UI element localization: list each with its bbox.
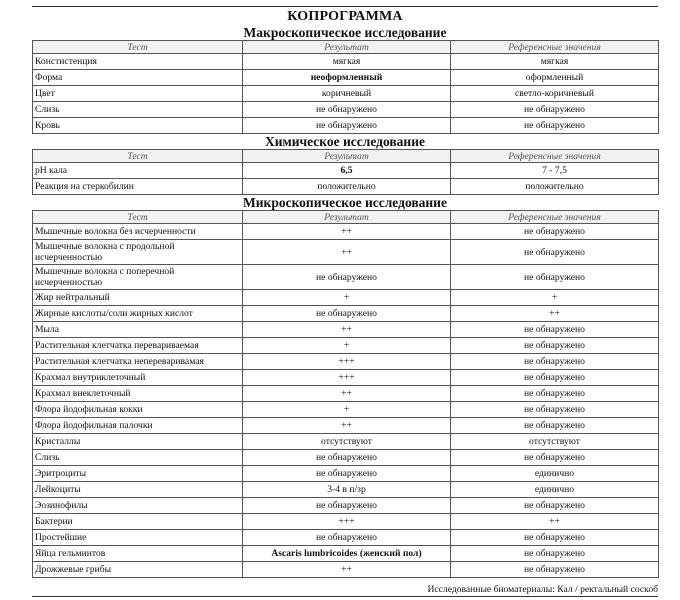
top-divider — [32, 6, 658, 7]
test-cell: Лейкоциты — [33, 482, 243, 498]
header-test: Тест — [33, 211, 243, 224]
micro-table — [32, 210, 659, 578]
table-row — [33, 163, 659, 179]
result-cell: +++ — [243, 370, 451, 386]
reference-cell: отсутствуют — [451, 434, 659, 450]
test-cell: pH кала — [33, 163, 243, 179]
test-cell: Мышечные волокна с продольной исчерченностью — [33, 240, 243, 265]
reference-cell: оформленный — [451, 70, 659, 86]
table-row — [33, 179, 659, 195]
header-test: Тест — [33, 150, 243, 163]
table-row — [33, 322, 659, 338]
result-cell: положительно — [243, 179, 451, 195]
macro-section-title: Макроскопическое исследование — [243, 25, 447, 40]
test-cell: Реакция на стеркобилин — [33, 179, 243, 195]
micro-section-title: Микроскопическое исследование — [243, 195, 447, 210]
table-row — [33, 514, 659, 530]
reference-cell: не обнаружено — [451, 102, 659, 118]
table-row — [33, 118, 659, 134]
result-cell: отсутствуют — [243, 434, 451, 450]
result-cell: 6,5 — [243, 163, 451, 179]
table-row — [33, 562, 659, 578]
test-cell: Кровь — [33, 118, 243, 134]
header-result: Результат — [243, 150, 451, 163]
table-row — [33, 418, 659, 434]
test-cell: Констистенция — [33, 54, 243, 70]
test-cell: Мыла — [33, 322, 243, 338]
reference-cell: не обнаружено — [451, 224, 659, 240]
reference-cell: не обнаружено — [451, 240, 659, 265]
test-cell: Дрожжевые грибы — [33, 562, 243, 578]
result-cell: ++ — [243, 386, 451, 402]
result-cell: не обнаружено — [243, 466, 451, 482]
table-row — [33, 338, 659, 354]
reference-cell: не обнаружено — [451, 354, 659, 370]
macro-table — [32, 40, 659, 134]
test-cell: Бактерии — [33, 514, 243, 530]
reference-cell: + — [451, 290, 659, 306]
table-row — [33, 54, 659, 70]
result-cell: + — [243, 402, 451, 418]
result-cell: + — [243, 290, 451, 306]
reference-cell: не обнаружено — [451, 562, 659, 578]
reference-cell: единично — [451, 466, 659, 482]
test-cell: Эозинофилы — [33, 498, 243, 514]
result-cell: не обнаружено — [243, 265, 451, 290]
table-row — [33, 354, 659, 370]
test-cell: Флора йодофильная палочки — [33, 418, 243, 434]
test-cell: Растительная клетчатка перевариваемая — [33, 338, 243, 354]
test-cell: Крахмал внеклеточный — [33, 386, 243, 402]
table-row — [33, 224, 659, 240]
table-row — [33, 370, 659, 386]
result-cell: ++ — [243, 418, 451, 434]
table-row — [33, 434, 659, 450]
result-cell: не обнаружено — [243, 530, 451, 546]
result-cell: не обнаружено — [243, 102, 451, 118]
reference-cell: ++ — [451, 306, 659, 322]
table-row — [33, 386, 659, 402]
result-cell: Ascaris lumbricoides (женский пол) — [243, 546, 451, 562]
reference-cell: единично — [451, 482, 659, 498]
test-cell: Мышечные волокна без исчерченности — [33, 224, 243, 240]
reference-cell: положительно — [451, 179, 659, 195]
test-cell: Слизь — [33, 102, 243, 118]
result-cell: ++ — [243, 562, 451, 578]
table-row — [33, 86, 659, 102]
reference-cell: не обнаружено — [451, 418, 659, 434]
report-page — [32, 6, 658, 597]
result-cell: мягкая — [243, 54, 451, 70]
test-cell: Эритроциты — [33, 466, 243, 482]
table-row — [33, 466, 659, 482]
result-cell: не обнаружено — [243, 118, 451, 134]
table-row — [33, 290, 659, 306]
header-result: Результат — [243, 41, 451, 54]
result-cell: коричневый — [243, 86, 451, 102]
table-row — [33, 498, 659, 514]
test-cell: Крахмал внутриклеточный — [33, 370, 243, 386]
test-cell: Мышечные волокна с поперечной исчерченностью — [33, 265, 243, 290]
table-row — [33, 265, 659, 290]
reference-cell: не обнаружено — [451, 386, 659, 402]
chem-table — [32, 149, 659, 195]
table-row — [33, 482, 659, 498]
result-cell: +++ — [243, 354, 451, 370]
header-result: Результат — [243, 211, 451, 224]
reference-cell: не обнаружено — [451, 322, 659, 338]
reference-cell: не обнаружено — [451, 546, 659, 562]
table-row — [33, 450, 659, 466]
result-cell: не обнаружено — [243, 450, 451, 466]
header-reference: Референсные значения — [451, 41, 659, 54]
test-cell: Простейшие — [33, 530, 243, 546]
result-cell: ++ — [243, 224, 451, 240]
reference-cell: не обнаружено — [451, 265, 659, 290]
test-cell: Яйца гельминтов — [33, 546, 243, 562]
table-row — [33, 530, 659, 546]
reference-cell: не обнаружено — [451, 338, 659, 354]
result-cell: ++ — [243, 322, 451, 338]
test-cell: Растительная клетчатка непереваривамая — [33, 354, 243, 370]
result-cell: + — [243, 338, 451, 354]
table-row — [33, 240, 659, 265]
chem-section-title: Химическое исследование — [265, 134, 425, 149]
biomaterial-footer: Исследованные биоматериалы: Кал / ректальный соскоб — [32, 584, 658, 597]
result-cell: ++ — [243, 240, 451, 265]
reference-cell: не обнаружено — [451, 118, 659, 134]
reference-cell: 7 - 7,5 — [451, 163, 659, 179]
reference-cell: светло-коричневый — [451, 86, 659, 102]
test-cell: Жир нейтральный — [33, 290, 243, 306]
result-cell: +++ — [243, 514, 451, 530]
result-cell: неоформленный — [243, 70, 451, 86]
reference-cell: не обнаружено — [451, 402, 659, 418]
table-row — [33, 402, 659, 418]
test-cell: Флора йодофильная кокки — [33, 402, 243, 418]
table-row — [33, 306, 659, 322]
result-cell: не обнаружено — [243, 498, 451, 514]
header-test: Тест — [33, 41, 243, 54]
reference-cell: мягкая — [451, 54, 659, 70]
test-cell: Кристаллы — [33, 434, 243, 450]
reference-cell: не обнаружено — [451, 370, 659, 386]
header-reference: Референсные значения — [451, 150, 659, 163]
result-cell: не обнаружено — [243, 306, 451, 322]
reference-cell: не обнаружено — [451, 450, 659, 466]
table-row — [33, 546, 659, 562]
document-title: КОПРОГРАММА — [287, 9, 403, 24]
test-cell: Цвет — [33, 86, 243, 102]
test-cell: Жирные кислоты/соли жирных кислот — [33, 306, 243, 322]
reference-cell: не обнаружено — [451, 530, 659, 546]
header-reference: Референсные значения — [451, 211, 659, 224]
test-cell: Форма — [33, 70, 243, 86]
reference-cell: не обнаружено — [451, 498, 659, 514]
table-row — [33, 70, 659, 86]
reference-cell: ++ — [451, 514, 659, 530]
result-cell: 3-4 в п/зр — [243, 482, 451, 498]
test-cell: Слизь — [33, 450, 243, 466]
table-row — [33, 102, 659, 118]
